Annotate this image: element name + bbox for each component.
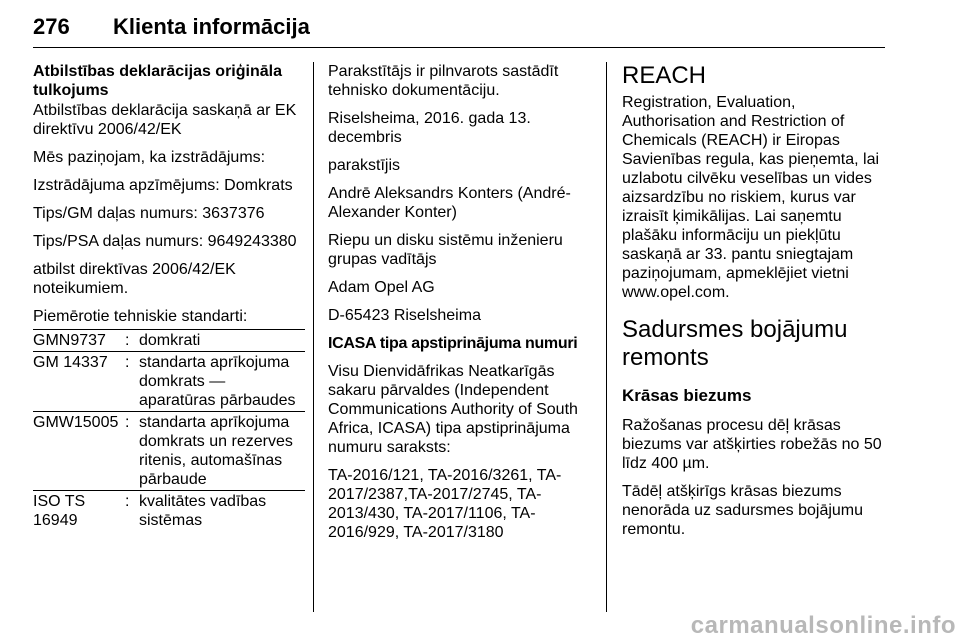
standard-separator: :: [125, 353, 139, 412]
standard-description: standarta aprīkojuma domkrats un rezerves ritenis, automašīnas pārbaude: [139, 413, 305, 491]
paragraph: Visu Dienvidāfrikas Neatkarīgās sakaru pārvaldes (Independent Communications Authority of South Africa, ICASA) tipa apstiprinājuma numuru saraksts:: [328, 363, 578, 456]
section-heading-reach: REACH: [622, 62, 707, 89]
section-heading-icasa: ICASA tipa apstiprinājuma numuri: [328, 335, 578, 352]
header-divider: [33, 47, 885, 48]
standard-description: domkrati: [139, 329, 305, 352]
paragraph: D-65423 Riselsheima: [328, 307, 481, 324]
column-right: [622, 62, 890, 548]
standard-code: GMN9737: [33, 329, 125, 352]
paragraph: Riepu un disku sistēmu inženieru grupas vadītājs: [328, 232, 563, 268]
column-divider-1: [313, 62, 314, 612]
paragraph: Riselsheima, 2016. gada 13. decembris: [328, 110, 531, 146]
paragraph: Tādēļ atšķirīgs krāsas biezums nenorāda uz sadursmes bojājumu remontu.: [622, 483, 864, 538]
paragraph: TA-2016/121, TA-2016/3261, TA-2017/2387,TA-2017/2745, TA-2013/430, TA-2017/1106, TA-2016/929, TA-2017/3180: [328, 467, 562, 541]
paragraph: Registration, Evaluation, Authorisation and Restriction of Chemicals (REACH) ir Eiropas Savienības regula, kas pieņemta, lai uzlabotu cilvēku veselības un vides aizsardzību no riskiem, kurus var izraisīt ķimikālijas. Lai saņemtu plašāku informāciju un piekļūtu saskaņā ar 33. pantu sniegtajam paziņojumam, apmeklējiet vietni www.opel.com.: [622, 94, 880, 301]
standard-description: standarta aprīkojuma domkrats — aparatūras pārbaudes: [139, 353, 305, 412]
subsection-heading-paint-thickness: Krāsas biezums: [622, 386, 752, 405]
paragraph: Atbilstības deklarācija saskaņā ar EK direktīvu 2006/42/EK: [33, 102, 297, 138]
standard-description: kvalitātes vadības sistēmas: [139, 493, 267, 529]
standard-separator: :: [125, 413, 139, 491]
watermark: carmanualsonline.info: [690, 612, 956, 639]
standard-code: GM 14337: [33, 353, 125, 412]
standard-code: GMW15005: [33, 413, 125, 491]
paragraph: Adam Opel AG: [328, 279, 435, 296]
page-header: [33, 12, 885, 48]
paragraph: Parakstītājs ir pilnvarots sastādīt tehnisko dokumentāciju.: [328, 63, 559, 99]
paragraph: atbilst direktīvas 2006/42/EK noteikumiem.: [33, 261, 236, 297]
page-number: 276: [33, 14, 70, 39]
paragraph: Izstrādājuma apzīmējums: Domkrats: [33, 177, 293, 194]
section-heading-declaration: Atbilstības deklarācijas oriģināla tulkojums: [33, 63, 282, 99]
column-middle: [328, 62, 590, 551]
paragraph: Andrē Aleksandrs Konters (André-Alexander Konter): [328, 185, 571, 221]
section-heading-collision-repair: Sadursmes bojājumu remonts: [622, 316, 848, 371]
page-title: Klienta informācija: [113, 14, 310, 39]
paragraph: Ražošanas procesu dēļ krāsas biezums var atšķirties robežās no 50 līdz 400 µm.: [622, 417, 882, 472]
standard-separator: :: [125, 493, 130, 510]
paragraph: Tips/GM daļas numurs: 3637376: [33, 205, 265, 222]
standard-separator: :: [125, 329, 139, 352]
paragraph: Piemērotie tehniskie standarti:: [33, 308, 248, 325]
standards-table: [33, 329, 305, 530]
standard-code: ISO TS 16949: [33, 493, 86, 529]
paragraph: Mēs paziņojam, ka izstrādājums:: [33, 149, 266, 166]
column-left: [33, 62, 305, 530]
column-divider-2: [606, 62, 607, 612]
paragraph: parakstījis: [328, 157, 401, 174]
paragraph: Tips/PSA daļas numurs: 9649243380: [33, 233, 297, 250]
